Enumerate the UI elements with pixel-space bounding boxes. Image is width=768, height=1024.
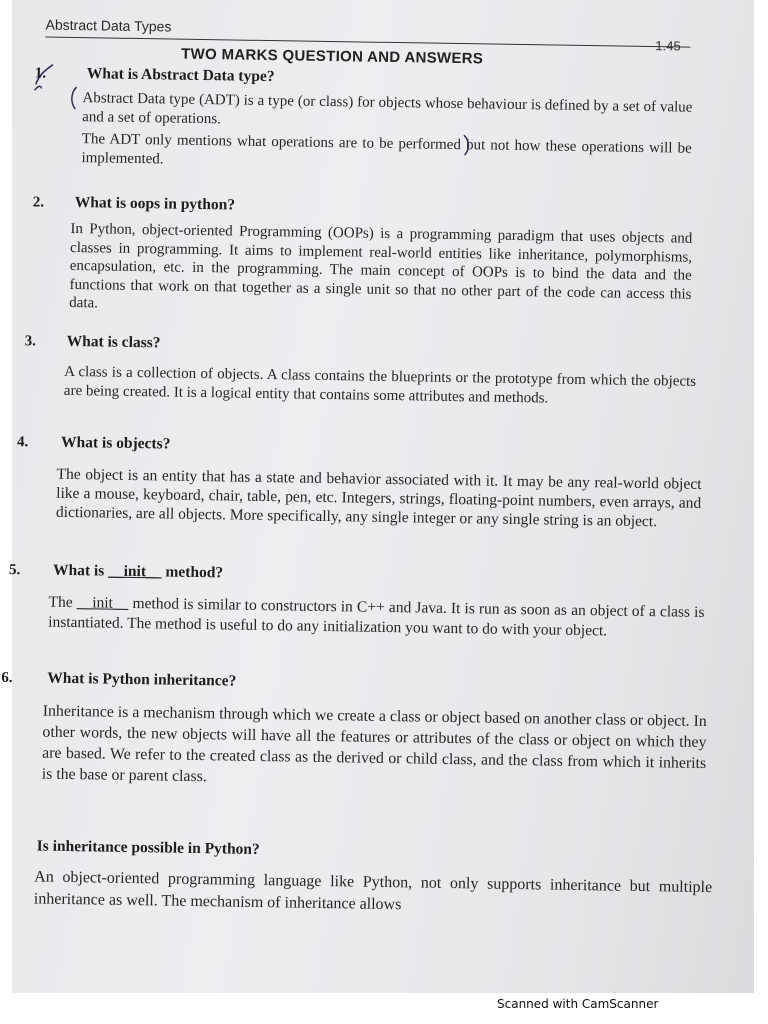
running-title: Abstract Data Types bbox=[45, 16, 172, 35]
answer-text bbox=[64, 363, 697, 414]
answer-paragraph bbox=[48, 593, 705, 642]
pen-bracket-open-icon bbox=[68, 85, 78, 111]
answer-paragraph: Inheritance is a mechanism through which we create a class or object based on another class or object. In other words, the new objects will have all the features or attributes of the class or object on which they are based. We refer to the created class as the derived or child class, and the class from which it inherits is the base or parent class. bbox=[41, 702, 707, 786]
question-number: 2. bbox=[32, 194, 45, 211]
answer-text bbox=[42, 701, 707, 799]
question-number: 6. bbox=[1, 669, 13, 687]
question-text bbox=[53, 562, 223, 583]
answer-text bbox=[81, 89, 692, 181]
scanned-page bbox=[1, 0, 754, 993]
question-number: 3. bbox=[24, 333, 37, 350]
page-number: 1.45 bbox=[655, 38, 681, 54]
answer-text bbox=[69, 220, 692, 326]
section-heading: TWO MARKS QUESTION AND ANSWERS bbox=[181, 45, 484, 68]
question-text: What is oops in python? bbox=[74, 194, 236, 214]
answer-text bbox=[34, 866, 713, 925]
question-text: What is Abstract Data type? bbox=[86, 65, 275, 86]
answer-paragraph: Abstract Data type (ADT) is a type (or class) for objects whose behaviour is defined by a set of value and a set of operations. bbox=[82, 90, 693, 127]
answer-paragraph: The object is an entity that has a state and behavior associated with it. It may be any real-world object like a mouse, keyboard, chair, table, pen, etc. Integers, strings, floating-point numbers, even arrays, and dictionaries, are all objects. More specifically, any single integer or any single string is an object. bbox=[55, 465, 702, 531]
header-rule bbox=[45, 37, 690, 48]
question-text-term: __init__ bbox=[108, 562, 162, 581]
question-text: What is objects? bbox=[60, 433, 171, 453]
answer-text-prefix: The bbox=[48, 593, 77, 612]
answer-paragraph: The ADT only mentions what operations are to be performed but not how these operations will be implemented. bbox=[81, 131, 692, 167]
question-text-prefix: What is bbox=[52, 561, 109, 580]
answer-paragraph: An object-oriented programming language like Python, not only supports inheritance but multiple inheritance as well. The mechanism of inheritance allows bbox=[33, 868, 713, 914]
question-number: 5. bbox=[8, 562, 21, 579]
question-number: 1. bbox=[34, 65, 47, 82]
answer-text-term: __init__ bbox=[76, 594, 129, 612]
question-number bbox=[0, 838, 1, 855]
question-text: What is class? bbox=[66, 332, 161, 352]
answer-text bbox=[56, 465, 702, 536]
question-number: 4. bbox=[16, 434, 29, 451]
question-text: Is inheritance possible in Python? bbox=[36, 837, 260, 858]
scanner-watermark: Scanned with CamScanner bbox=[497, 997, 659, 1011]
answer-paragraph: A class is a collection of objects. A class contains the blueprints or the prototype from which the objects are being created. It is a logical entity that contains some attributes and methods. bbox=[63, 363, 697, 406]
question-text: What is Python inheritance? bbox=[47, 669, 237, 690]
answer-paragraph: In Python, object-oriented Programming (OOPs) is a programming paradigm that uses objects and classes in programming. It aims to implement real-world entities like inheritance, polymorphisms, encapsulation, etc. in the programming. The main concept of OOPs is to bind the data and the functions that work on that together as a single unit so that no other part of the code can access this data. bbox=[69, 220, 693, 312]
pen-bracket-close-icon bbox=[462, 133, 472, 157]
answer-text bbox=[48, 593, 705, 646]
question-text-suffix: method? bbox=[161, 563, 224, 582]
answer-text-suffix: method is similar to constructors in C++ and Java. It is run as soon as an object of a class is instantiated. The method is useful to do any initialization you want to do with your object. bbox=[48, 594, 705, 639]
